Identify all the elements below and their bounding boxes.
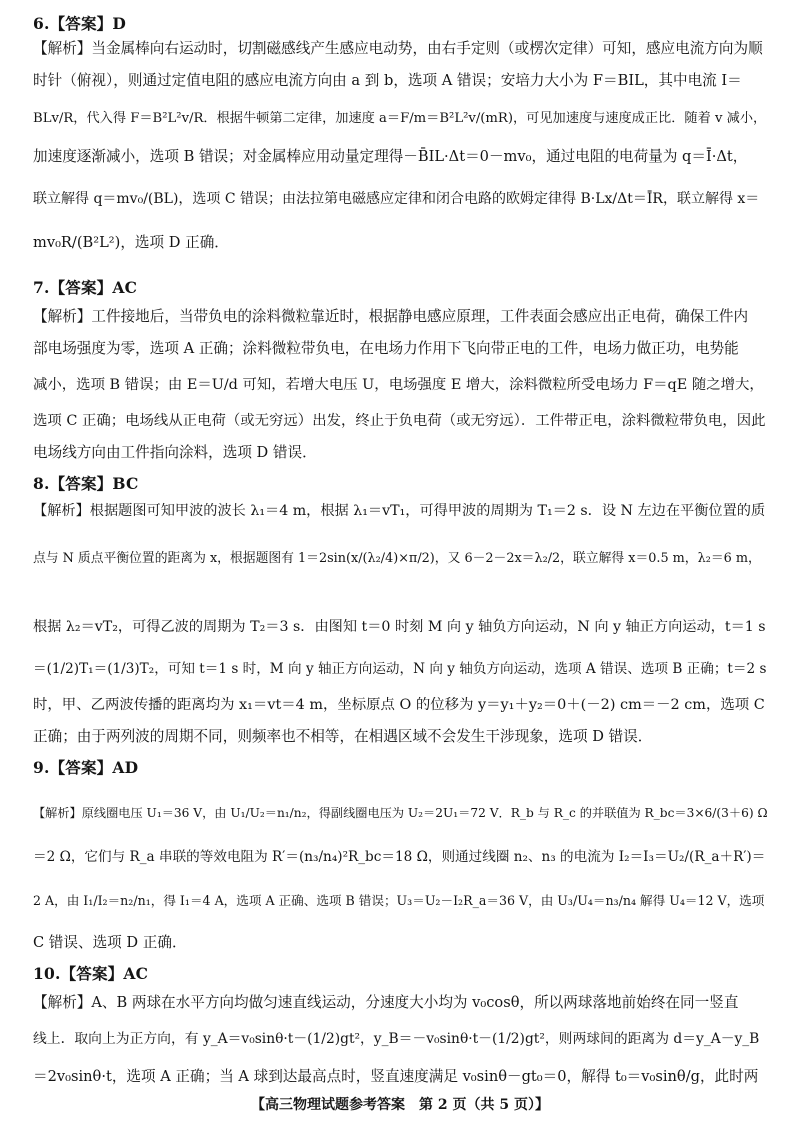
q7-line-4: 选项 C 正确；电场线从正电荷（或无穷远）出发，终止于负电荷（或无穷远）．工件带正电，涂料微粒带负电，因此: [33, 413, 766, 429]
q8-line-3: 根据 λ₂＝vT₂，可得乙波的周期为 T₂＝3 s．由图知 t＝0 时刻 M 向 y 轴负方向运动，N 向 y 轴正方向运动，t＝1 s: [33, 619, 766, 635]
q6-line-2: 时针（俯视），则通过定值电阻的感应电流方向由 a 到 b，选项 A 错误；安培力大小为 F＝BIL，其中电流 I＝: [33, 72, 742, 89]
q8-line-5: 时，甲、乙两波传播的距离均为 x₁＝vt＝4 m，坐标原点 O 的位移为 y＝y₁＋y₂＝0＋(－2) cm＝－2 cm，选项 C: [33, 697, 765, 713]
q7-line-2: 部电场强度为零，选项 A 正确；涂料微粒带负电，在电场力作用下飞向带正电的工件，电场力做正功，电势能: [33, 340, 739, 357]
q10-line-2: 线上．取向上为正方向，有 y_A＝v₀sinθ·t－(1/2)gt²，y_B＝－v₀sinθ·t－(1/2)gt²，则两球间的距离为 d＝y_A－y_B: [33, 1031, 760, 1047]
question-6-answer: 6.【答案】D: [33, 14, 127, 33]
q6-line-4: 加速度逐渐减小，选项 B 错误；对金属棒应用动量定理得－B̄IL·Δt＝0－mv₀，通过电阻的电荷量为 q＝Ī·Δt，: [33, 148, 748, 165]
q6-line-3: BLv/R，代入得 F＝B²L²v/R．根据牛顿第二定律，加速度 a＝F/m＝B²L²v/(mR)，可见加速度与速度成正比．随着 v 减小，: [33, 111, 767, 126]
q9-line-2: ＝2 Ω，它们与 R_a 串联的等效电阻为 R′＝(n₃/n₄)²R_bc＝18 Ω，则通过线圈 n₂、n₃ 的电流为 I₂＝I₃＝U₂/(R_a＋R′)＝: [33, 849, 766, 865]
q8-line-4: ＝(1/2)T₁＝(1/3)T₂，可知 t＝1 s 时，M 向 y 轴正方向运动，N 向 y 轴负方向运动，选项 A 错误、选项 B 正确；t＝2 s: [33, 661, 767, 677]
q9-line-1: 【解析】原线圈电压 U₁＝36 V，由 U₁/U₂＝n₁/n₂，得副线圈电压为 U₂＝2U₁＝72 V．R_b 与 R_c 的并联值为 R_bc＝3×6/(3＋6) Ω: [33, 806, 768, 820]
q9-line-3: 2 A，由 I₁/I₂＝n₂/n₁，得 I₁＝4 A，选项 A 正确、选项 B 错误；U₃＝U₂－I₂R_a＝36 V，由 U₃/U₄＝n₃/n₄ 解得 U₄＝12 V，选项: [33, 893, 765, 908]
question-8-answer: 8.【答案】BC: [33, 474, 139, 493]
q7-line-1: 【解析】工件接地后，当带负电的涂料微粒靠近时，根据静电感应原理，工件表面会感应出正电荷，确保工件内: [33, 308, 749, 325]
q9-line-4: C 错误、选项 D 正确．: [33, 934, 187, 951]
question-10-answer: 10.【答案】AC: [33, 964, 149, 983]
q8-line-1: 【解析】根据题图可知甲波的波长 λ₁＝4 m，根据 λ₁＝vT₁，可得甲波的周期为 T₁＝2 s．设 N 左边在平衡位置的质: [33, 503, 766, 519]
page-footer: 【高三物理试题参考答案 第 2 页（共 5 页）】: [251, 1097, 549, 1113]
q10-line-1: 【解析】A、B 两球在水平方向均做匀速直线运动，分速度大小均为 v₀cosθ，所以两球落地前始终在同一竖直: [33, 994, 739, 1011]
q7-line-3: 减小，选项 B 错误；由 E＝U/d 可知，若增大电压 U，电场强度 E 增大，涂料微粒所受电场力 F＝qE 随之增大，: [33, 377, 764, 393]
q6-line-5: 联立解得 q＝mv₀/(BL)，选项 C 错误；由法拉第电磁感应定律和闭合电路的欧姆定律得 B·Lx/Δt＝ĪR，联立解得 x＝: [33, 191, 760, 207]
q8-line-6: 正确；由于两列波的周期不同，则频率也不相等，在相遇区域不会发生干涉现象，选项 D 错误．: [33, 728, 653, 745]
q10-line-3: ＝2v₀sinθ·t，选项 A 正确；当 A 球到达最高点时，竖直速度满足 v₀sinθ－gt₀＝0，解得 t₀＝v₀sinθ/g，此时两: [33, 1068, 759, 1085]
q7-line-5: 电场线方向由工件指向涂料，选项 D 错误．: [33, 444, 317, 461]
q8-line-2: 点与 N 质点平衡位置的距离为 x，根据题图有 1＝2sin(x/(λ₂/4)×π/2)，又 6－2－2x＝λ₂/2，联立解得 x＝0.5 m，λ₂＝6 m，: [33, 551, 761, 566]
q6-line-6: mv₀R/(B²L²)，选项 D 正确．: [33, 234, 229, 251]
question-9-answer: 9.【答案】AD: [33, 758, 139, 777]
q6-line-1: 【解析】当金属棒向右运动时，切割磁感线产生感应电动势，由右手定则（或楞次定律）可知，感应电流方向为顺: [33, 40, 763, 57]
question-7-answer: 7.【答案】AC: [33, 278, 138, 297]
